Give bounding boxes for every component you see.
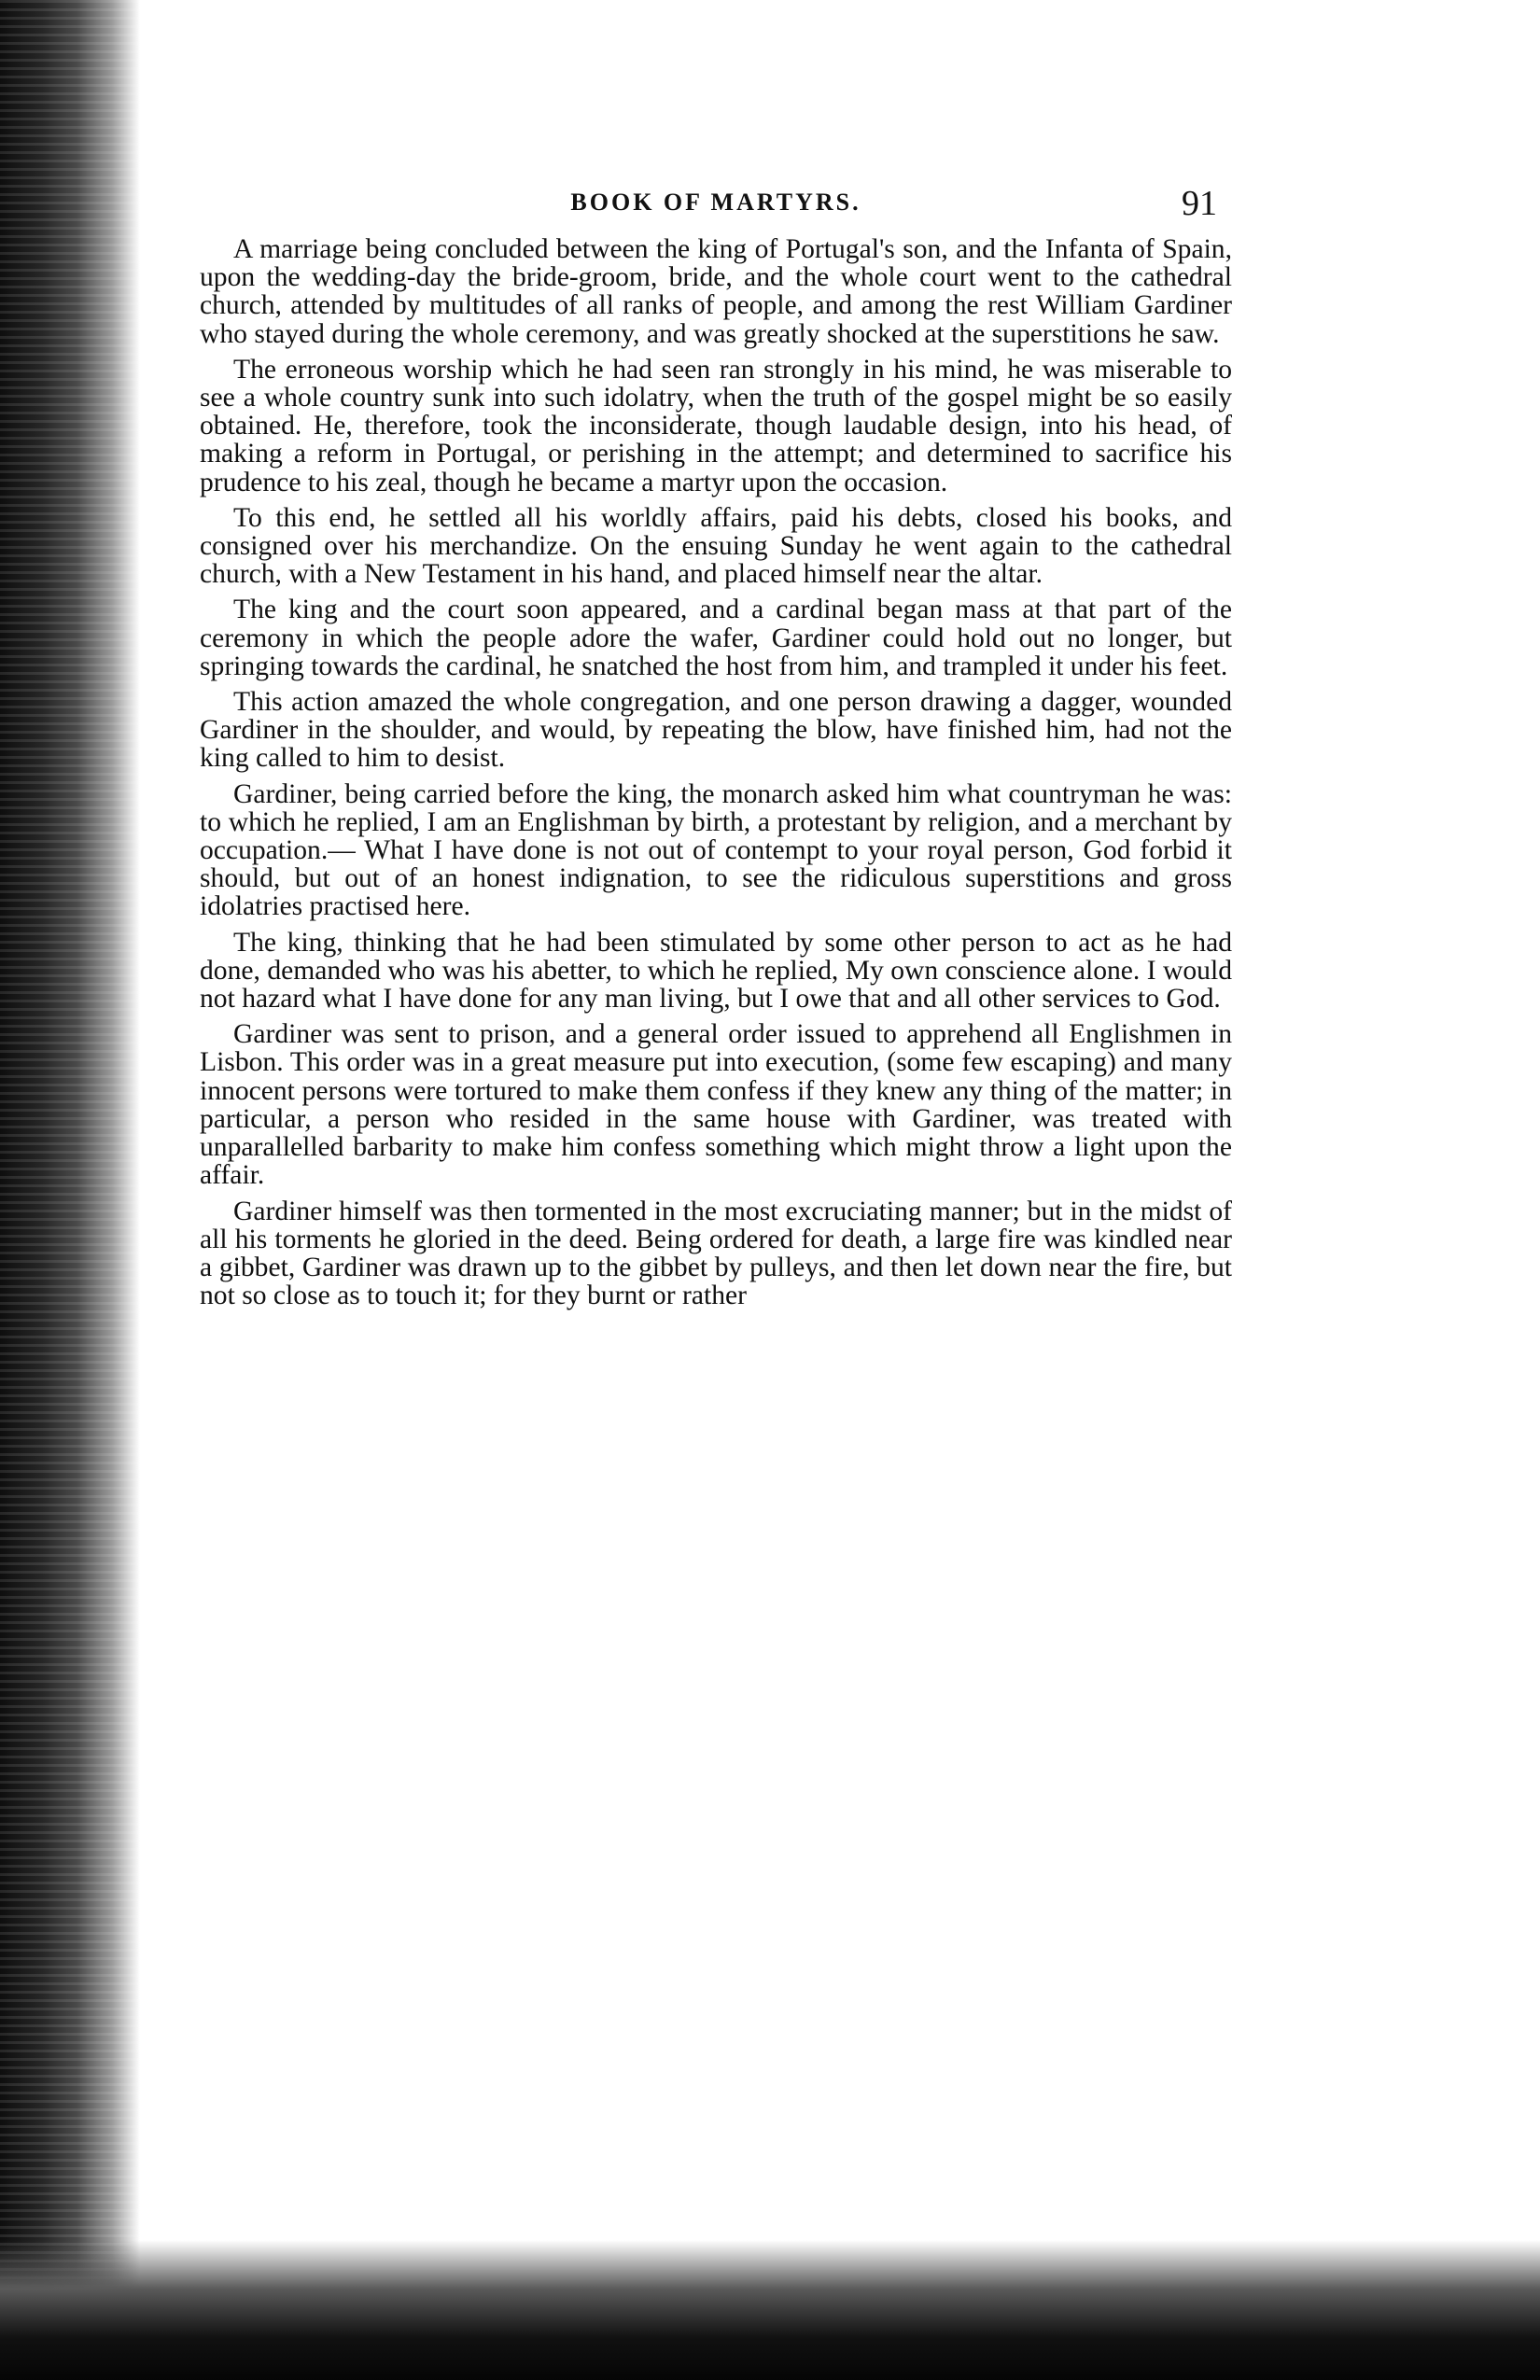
book-page bbox=[200, 183, 1232, 1317]
paragraph-9: Gardiner himself was then tormented in the most excruciating manner; but in the midst of all his torments he gloried in the deed. Being ordered for death, a large fire was kindled near a gibbet, Gardiner was drawn up to the gibbet by pulleys, and then let down near the fire, but not so close as to touch it; for they burnt or rather bbox=[200, 1196, 1232, 1311]
page-number: 91 bbox=[1182, 184, 1217, 223]
paragraph-1: A marriage being concluded between the king of Portugal's son, and the Infanta of Spain, upon the wedding-day the bride-groom, bride, and the whole court went to the cathedral church, attended by multitudes of all ranks of people, and among the rest William Gardiner who stayed during the whole ceremony, and was greatly shocked at the superstitions he saw. bbox=[200, 234, 1232, 349]
paragraph-5: This action amazed the whole congregation, and one person drawing a dagger, wounded Gardiner in the shoulder, and would, by repeating the blow, have finished him, had not the king called to him to desist. bbox=[200, 687, 1232, 774]
paragraph-6: Gardiner, being carried before the king, the monarch asked him what countryman he was: to which he replied, I am an Englishman by birth, a protestant by religion, and a merchant by occupation.— What I have done is not out of contempt to your royal person, God forbid it should, but out of an honest indignation, to see the ridiculous superstitions and gross idolatries practised here. bbox=[200, 778, 1232, 922]
scanned-bottom-shadow bbox=[0, 2240, 1540, 2380]
running-title: BOOK OF MARTYRS. bbox=[570, 189, 861, 216]
running-head bbox=[200, 183, 1232, 235]
scanned-binding-edge bbox=[0, 0, 140, 2380]
paragraph-8: Gardiner was sent to prison, and a general order issued to apprehend all Englishmen in Lisbon. This order was in a great measure put into execution, (some few escaping) and many innocent persons were tortured to make them confess if they knew any thing of the matter; in particular, a person who resided in the same house with Gardiner, was treated with unparallelled barbarity to make him confess something which might throw a light upon the affair. bbox=[200, 1019, 1232, 1191]
paragraph-7: The king, thinking that he had been stimulated by some other person to act as he had done, demanded who was his abetter, to which he replied, My own conscience alone. I would not hazard what I have done for any man living, but I owe that and all other services to God. bbox=[200, 927, 1232, 1015]
paragraph-2: The erroneous worship which he had seen ran strongly in his mind, he was miserable to see a whole country sunk into such idolatry, when the truth of the gospel might be so easily obtained. He, therefore, took the inconsiderate, though laudable design, into his head, of making a reform in Portugal, or perishing in the attempt; and determined to sacrifice his prudence to his zeal, though he became a martyr upon the occasion. bbox=[200, 354, 1232, 497]
paragraph-4: The king and the court soon appeared, and a cardinal began mass at that part of the ceremony in which the people adore the wafer, Gardiner could hold out no longer, but springing towards the cardinal, he snatched the host from him, and trampled it under his feet. bbox=[200, 595, 1232, 681]
body-text bbox=[200, 235, 1232, 1309]
paragraph-3: To this end, he settled all his worldly affairs, paid his debts, closed his books, and consigned over his merchandize. On the ensuing Sunday he went again to the cathedral church, with a New Testament in his hand, and placed himself near the altar. bbox=[200, 502, 1232, 590]
